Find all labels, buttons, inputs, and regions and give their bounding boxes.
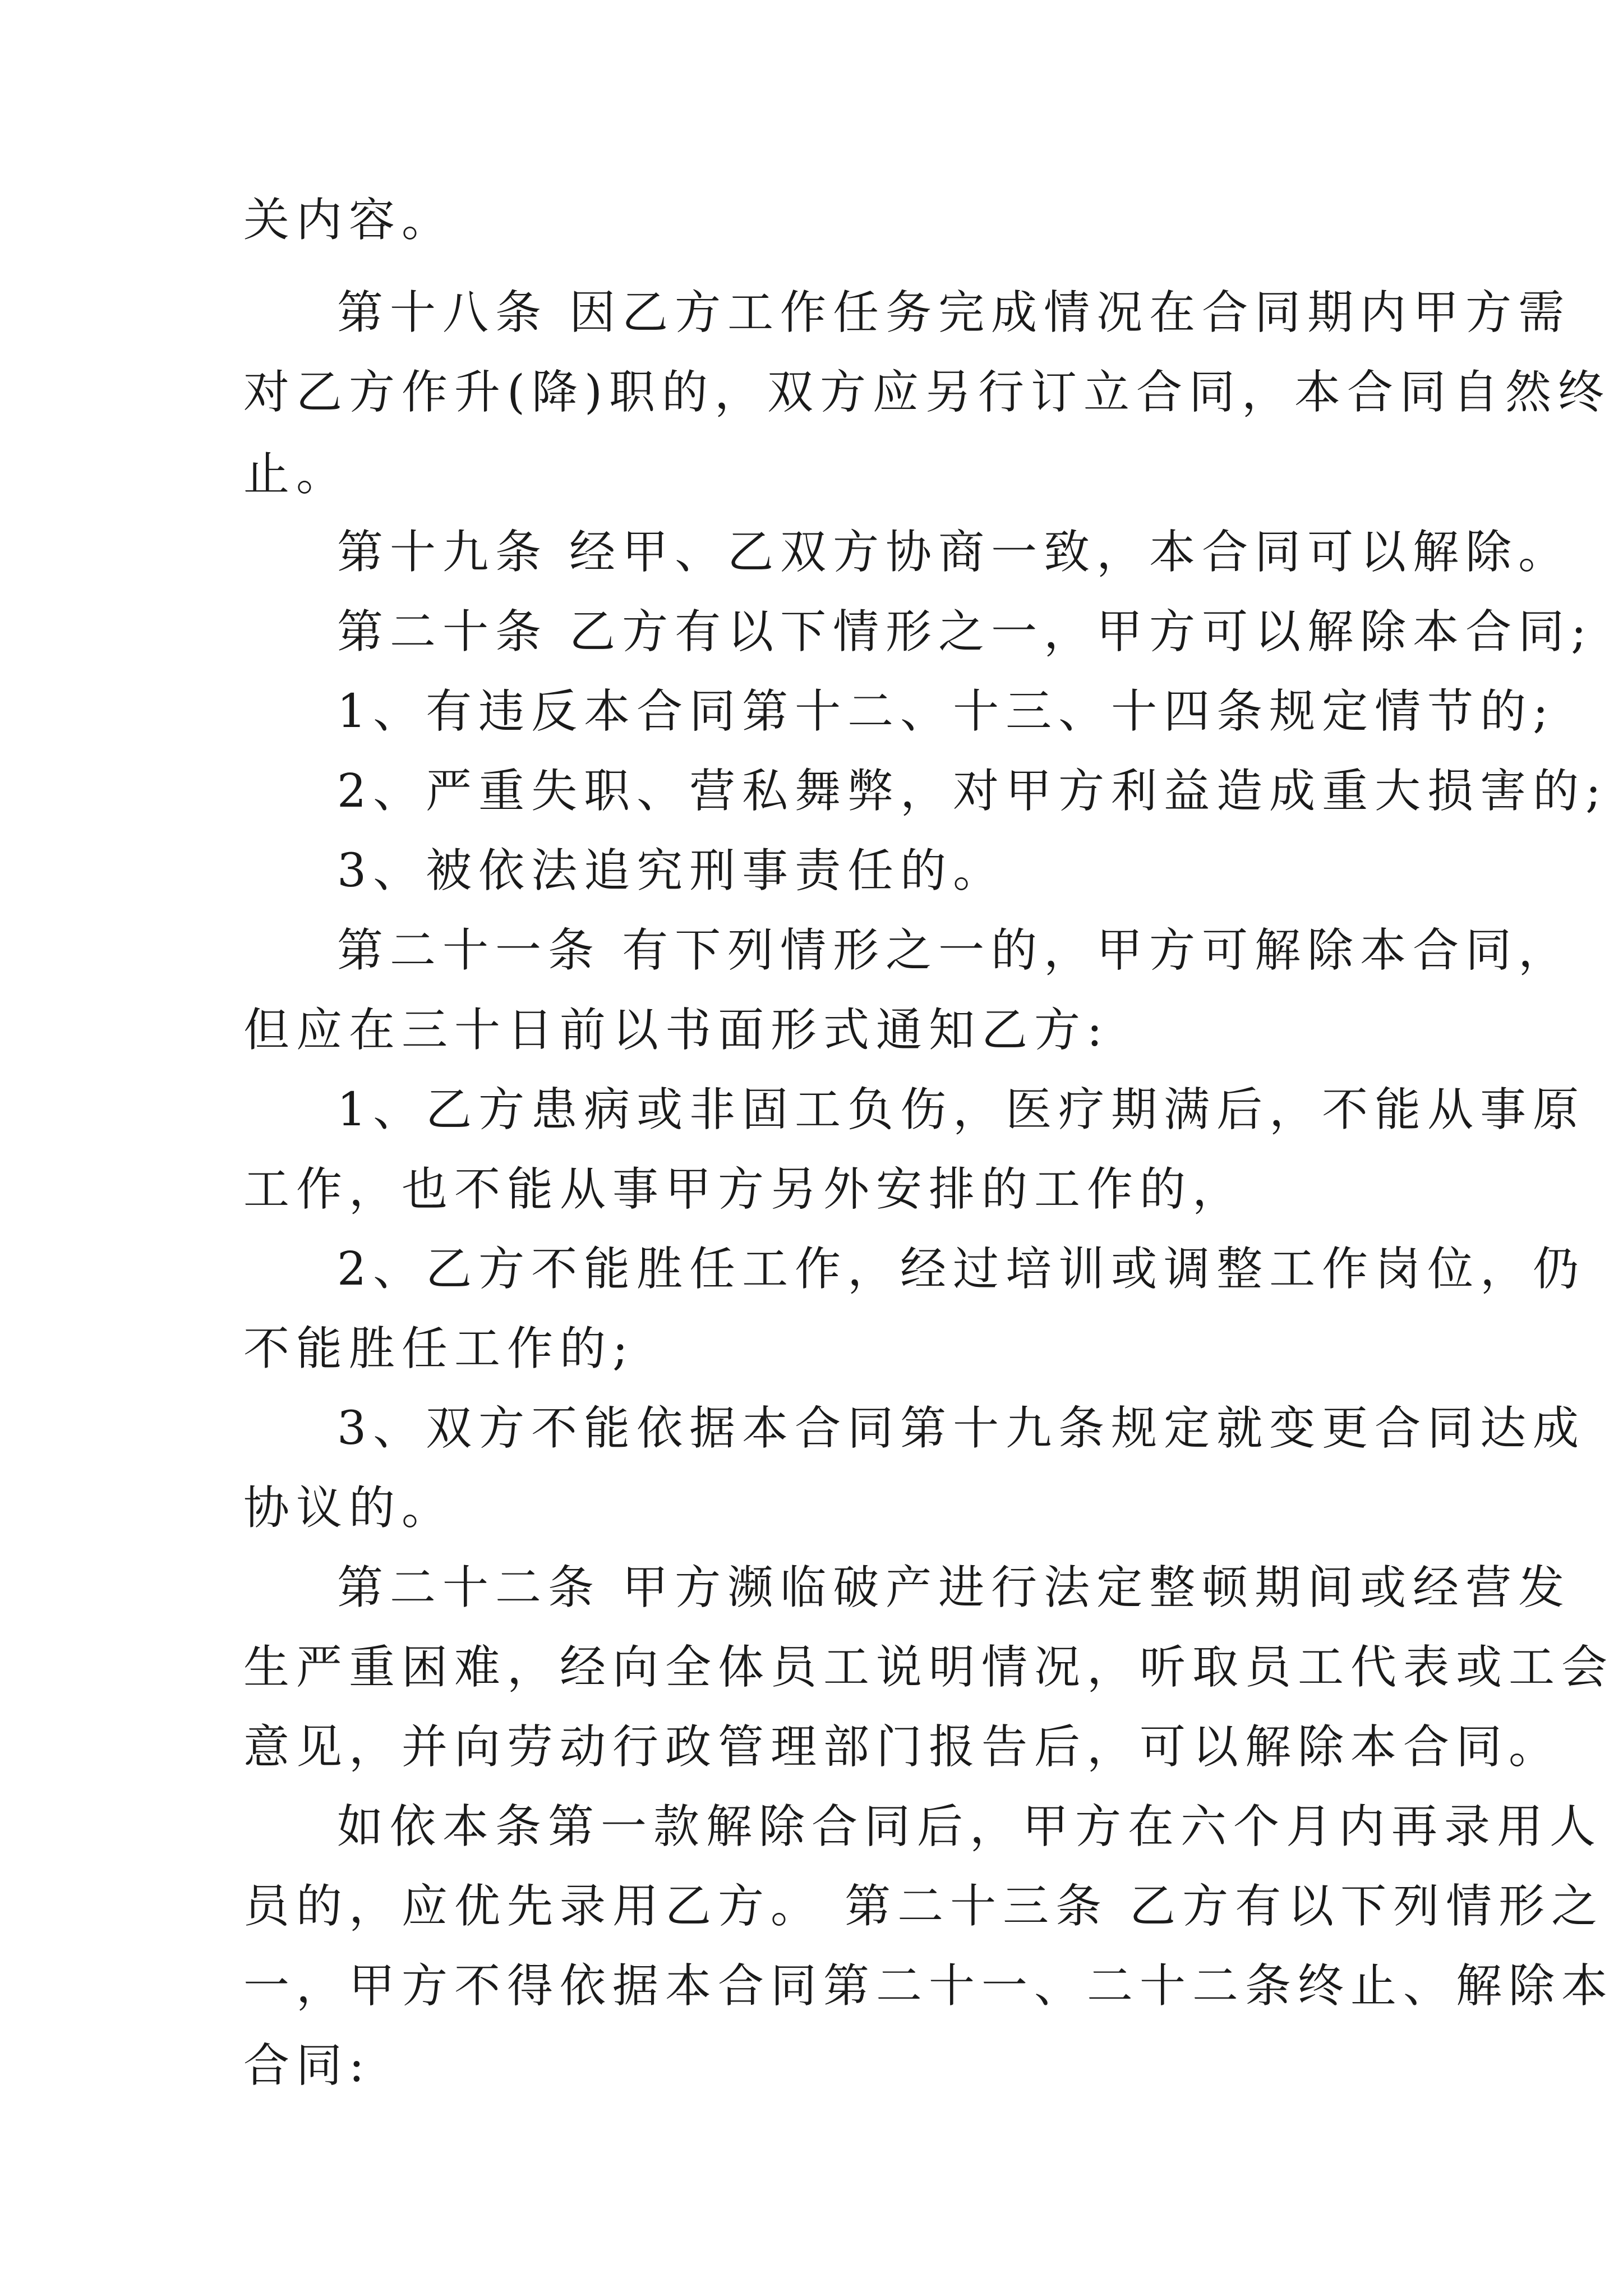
text-line: 工作，也不能从事甲方另外安排的工作的， [243, 1163, 1246, 1216]
text-line: 一，甲方不得依据本合同第二十一、二十二条终止、解除本 [243, 1959, 1615, 2013]
text-line: 但应在三十日前以书面形式通知乙方: [243, 1004, 1109, 1057]
text-line: 1、乙方患病或非固工负伤，医疗期满后，不能从事原 [337, 1083, 1586, 1137]
text-line: 2、严重失职、营私舞弊，对甲方利益造成重大损害的; [337, 765, 1608, 818]
text-line: 协议的。 [243, 1481, 455, 1535]
text-line: 第十八条 因乙方工作任务完成情况在合同期内甲方需 [337, 286, 1571, 339]
text-line: 合同: [243, 2039, 371, 2092]
text-line: 对乙方作升(降)职的，双方应另行订立合同，本合同自然终 [243, 366, 1611, 419]
text-line: 3、双方不能依据本合同第十九条规定就变更合同达成 [337, 1402, 1586, 1455]
text-line: 3、被依法追究刑事责任的。 [337, 844, 1006, 898]
text-line: 关内容。 [243, 194, 455, 247]
text-line: 第二十二条 甲方濒临破产进行法定整顿期间或经营发 [337, 1561, 1571, 1614]
text-line: 意见，并向劳动行政管理部门报告后，可以解除本合同。 [243, 1720, 1562, 1774]
text-line: 第二十一条 有下列情形之一的，甲方可解除本合同， [337, 924, 1571, 977]
text-line: 员的，应优先录用乙方。 第二十三条 乙方有以下列情形之 [243, 1880, 1604, 1933]
text-line: 不能胜任工作的; [243, 1322, 635, 1375]
text-line: 止。 [243, 448, 349, 501]
text-line: 2、乙方不能胜任工作，经过培训或调整工作岗位，仍 [337, 1243, 1586, 1296]
text-line: 第二十条 乙方有以下情形之一，甲方可以解除本合同; [337, 605, 1593, 659]
text-line: 第十九条 经甲、乙双方协商一致，本合同可以解除。 [337, 526, 1571, 579]
text-line: 如依本条第一款解除合同后，甲方在六个月内再录用人 [337, 1800, 1603, 1853]
text-line: 1、有违反本合同第十二、十三、十四条规定情节的; [337, 685, 1555, 738]
text-line: 生严重困难，经向全体员工说明情况，听取员工代表或工会 [243, 1641, 1615, 1694]
